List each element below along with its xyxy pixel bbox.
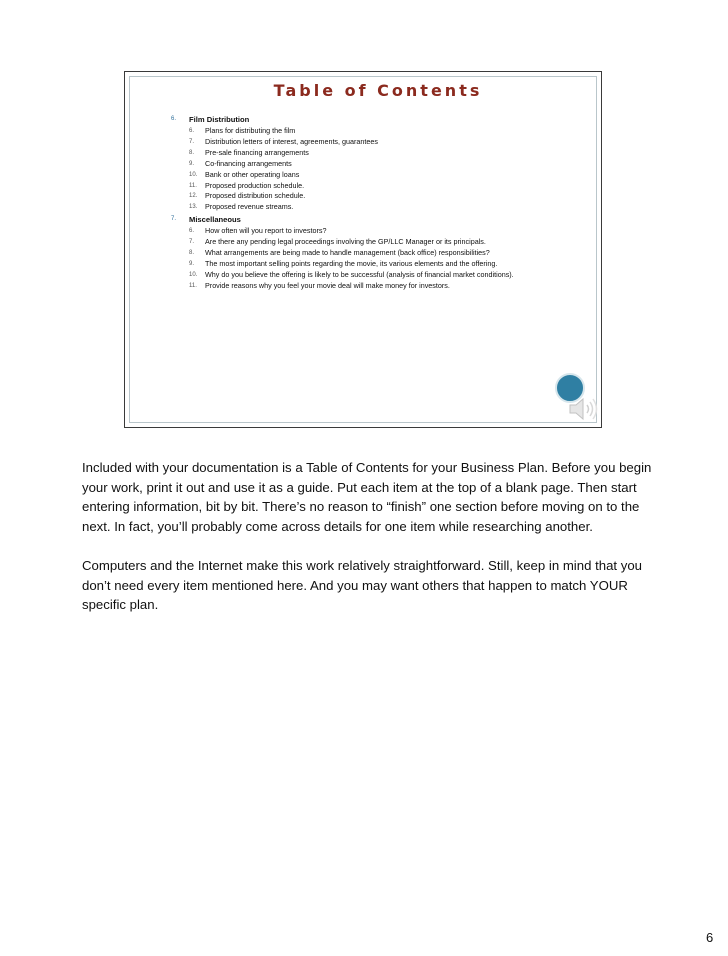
item-text: Proposed production schedule. bbox=[205, 180, 305, 190]
item-text: Proposed distribution schedule. bbox=[205, 191, 306, 201]
list-item bbox=[189, 248, 586, 259]
toc-section-miscellaneous bbox=[166, 215, 586, 291]
item-text: Bank or other operating loans bbox=[205, 169, 300, 179]
item-number: 9. bbox=[189, 160, 195, 167]
list-item bbox=[189, 191, 586, 202]
list-item bbox=[189, 148, 586, 159]
section-title: Film Distribution bbox=[189, 115, 250, 124]
item-text: What arrangements are being made to handle management (back office) responsibilities? bbox=[205, 248, 490, 258]
slide-content bbox=[129, 76, 597, 423]
slide-thumbnail bbox=[124, 71, 602, 428]
speaker-icon[interactable] bbox=[566, 395, 600, 423]
item-number: 11. bbox=[189, 182, 197, 189]
item-text: Provide reasons why you feel your movie deal will make money for investors. bbox=[205, 280, 450, 290]
list-item bbox=[189, 237, 586, 248]
list-item bbox=[189, 202, 586, 213]
item-text: The most important selling points regarding the movie, its various elements and the offering. bbox=[205, 258, 498, 268]
list-item bbox=[189, 181, 586, 192]
item-number: 7. bbox=[189, 138, 195, 145]
item-text: How often will you report to investors? bbox=[205, 226, 327, 236]
notes-body bbox=[82, 458, 652, 634]
notes-paragraph: Computers and the Internet make this work relatively straightforward. Still, keep in mind that you don’t need every item mentioned here. And you may want others that happen to match YOUR specific plan. bbox=[82, 557, 642, 613]
item-text: Proposed revenue streams. bbox=[205, 202, 294, 212]
list-item bbox=[189, 126, 586, 137]
section-items bbox=[189, 126, 586, 213]
list-item bbox=[189, 281, 586, 292]
item-number: 11. bbox=[189, 282, 197, 289]
list-item bbox=[189, 270, 586, 281]
list-item bbox=[189, 259, 586, 270]
item-number: 12. bbox=[189, 193, 198, 200]
item-number: 6. bbox=[189, 228, 195, 235]
item-number: 7. bbox=[189, 239, 195, 246]
section-number: 6. bbox=[171, 116, 177, 122]
item-text: Plans for distributing the film bbox=[205, 126, 296, 135]
slide-title: Table of Contents bbox=[273, 81, 483, 100]
item-number: 8. bbox=[189, 149, 195, 156]
toc-section-film-distribution bbox=[166, 115, 586, 213]
item-number: 6. bbox=[189, 128, 195, 134]
item-number: 9. bbox=[189, 260, 195, 267]
item-text: Are there any pending legal proceedings involving the GP/LLC Manager or its principals. bbox=[205, 237, 486, 247]
section-number: 7. bbox=[171, 216, 177, 223]
item-number: 10. bbox=[189, 271, 198, 278]
item-number: 13. bbox=[189, 204, 198, 211]
notes-paragraph: Included with your documentation is a Table of Contents for your Business Plan. Before you begin your work, print it out and use it as a guide. Put each item at the top of a blank page. Then start entering information, bit by bit. There’s no reason to “finish” one section before moving on to the next. In fact, you’ll probably come across details for one item while researching another. bbox=[82, 460, 652, 534]
item-text: Co-financing arrangements bbox=[205, 158, 292, 168]
page-number: 6 bbox=[706, 930, 714, 945]
item-text: Distribution letters of interest, agreements, guarantees bbox=[205, 136, 378, 146]
list-item bbox=[189, 137, 586, 148]
list-item bbox=[189, 159, 586, 170]
item-text: Pre-sale financing arrangements bbox=[205, 147, 309, 157]
item-text: Why do you believe the offering is likely to be successful (analysis of financial market conditions). bbox=[205, 269, 514, 279]
list-item bbox=[189, 170, 586, 181]
list-item bbox=[189, 226, 586, 237]
section-items bbox=[189, 226, 586, 291]
item-number: 10. bbox=[189, 171, 198, 178]
table-of-contents bbox=[166, 115, 586, 292]
section-title: Miscellaneous bbox=[189, 215, 241, 225]
item-number: 8. bbox=[189, 250, 195, 257]
